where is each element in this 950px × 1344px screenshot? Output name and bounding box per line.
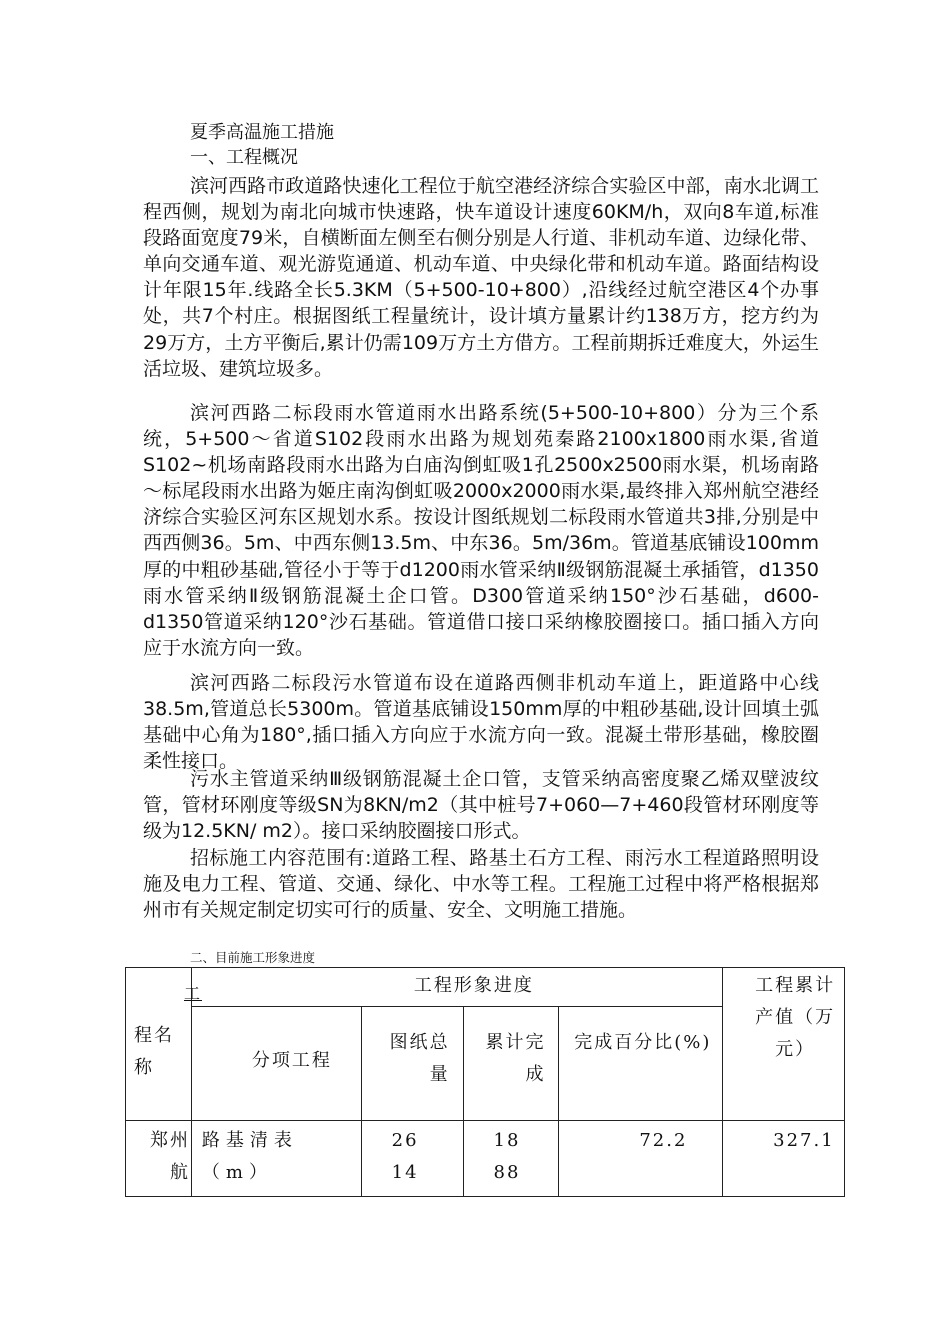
header-cumulative-done-label: 累计完成	[485, 1032, 546, 1085]
header-output	[723, 968, 845, 1121]
row1-percent-text: 72.2	[639, 1130, 688, 1151]
paragraph-overview: 滨河西路市政道路快速化工程位于航空港经济综合实验区中部，南水北调工程西侧，规划为南北向城市快速路，快车道设计速度60KM/h，双向8车道,标准段路面宽度79米，自横断面左侧至右侧分别是人行道、非机动车道、边绿化带、单向交通车道、观光游览通道、机动车道、中央绿化带和机动车道。路面结构设计年限15年.线路全长5.3KM（5+500-10+800）,沿线经过航空港区4个办事处，共7个村庄。根据图纸工程量统计，设计填方量累计约138万方，挖方约为29万方，土方平衡后,累计仍需109万方土方借方。工程前期拆迁难度大，外运生活垃圾、建筑垃圾多。	[143, 175, 819, 380]
row1-drawing-total	[361, 1121, 463, 1197]
header-project-name-part2: 程名称	[134, 1025, 174, 1078]
header-sub-item-label: 分项工程	[251, 1050, 332, 1071]
row1-output-text: 327.1	[773, 1130, 835, 1151]
header-percent-complete	[559, 1007, 723, 1121]
header-progress-label: 工程形象进度	[413, 975, 534, 996]
row1-percent	[559, 1121, 723, 1197]
header-drawing-total-label: 图纸总量	[389, 1032, 450, 1085]
progress-table	[125, 967, 845, 1197]
row1-cumulative-done-text: 1888	[493, 1130, 521, 1183]
paragraph-sewage-pipes: 滨河西路二标段污水管道布设在道路西侧非机动车道上，距道路中心线38.5m,管道总长5300m。管道基底铺设150mm厚的中粗砂基础,设计回填土弧基础中心角为180°,插口插入方向应于水流方向一致。混凝土带形基础，橡胶圈柔性接口。	[143, 672, 819, 773]
header-project-name-part1: 工	[184, 984, 203, 1003]
paragraph-bid-scope: 招标施工内容范围有:道路工程、路基土石方工程、雨污水工程道路照明设施及电力工程、管道、交通、绿化、中水等工程。工程施工过程中将严格根据郑州市有关规定制定切实可行的质量、安全、文明施工措施。	[143, 847, 819, 922]
row1-item	[191, 1121, 361, 1197]
header-sub-item	[191, 1007, 361, 1121]
row1-cumulative-done	[463, 1121, 559, 1197]
row1-project	[126, 1121, 192, 1197]
header-progress	[191, 968, 722, 1007]
header-percent-complete-label: 完成百分比(%)	[574, 1032, 712, 1053]
section-heading-overview: 一、工程概况	[190, 147, 298, 168]
header-project-name	[126, 968, 203, 1121]
header-cumulative-done	[463, 1007, 559, 1121]
section-heading-progress: 二、目前施工形象进度	[190, 950, 316, 965]
document-title: 夏季高温施工措施	[190, 122, 334, 143]
row1-output	[723, 1121, 845, 1197]
table-row	[126, 1121, 845, 1197]
row1-drawing-total-text: 2614	[391, 1130, 419, 1183]
row1-project-text: 郑州航	[150, 1130, 190, 1183]
paragraph-rain-pipes: 滨河西路二标段雨水管道雨水出路系统(5+500-10+800）分为三个系统，5+500～省道S102段雨水出路为规划苑秦路2100x1800雨水渠,省道S102~机场南路段雨水出路为白庙沟倒虹吸1孔2500x2500雨水渠，机场南路～标尾段雨水出路为姬庄南沟倒虹吸2000x2000雨水渠,最终排入郑州航空港经济综合实验区河东区规划水系。按设计图纸规划二标段雨水管道共3排,分别是中西西侧36。5m、中西东侧13.5m、中东36。5m/36m。管道基底铺设100mm厚的中粗砂基础,管径小于等于d1200雨水管采纳Ⅱ级钢筋混凝土承插管，d1350雨水管采纳Ⅱ级钢筋混凝土企口管。D300管道采纳150°沙石基础，d600-d1350管道采纳120°沙石基础。管道借口接口采纳橡胶圈接口。插口插入方向应于水流方向一致。	[143, 402, 819, 659]
paragraph-main-sewage: 污水主管道采纳Ⅲ级钢筋混凝土企口管，支管采纳高密度聚乙烯双壁波纹管，管材环刚度等级SN为8KN/m2（其中桩号7+060—7+460段管材环刚度等级为12.5KN/ m2）。接口采纳胶圈接口形式。	[143, 768, 819, 843]
table-header-row-1	[126, 968, 845, 1007]
header-output-label: 工程累计产值（万元）	[755, 975, 836, 1060]
header-drawing-total	[361, 1007, 463, 1121]
row1-item-text: 路基清表（m）	[201, 1130, 298, 1183]
